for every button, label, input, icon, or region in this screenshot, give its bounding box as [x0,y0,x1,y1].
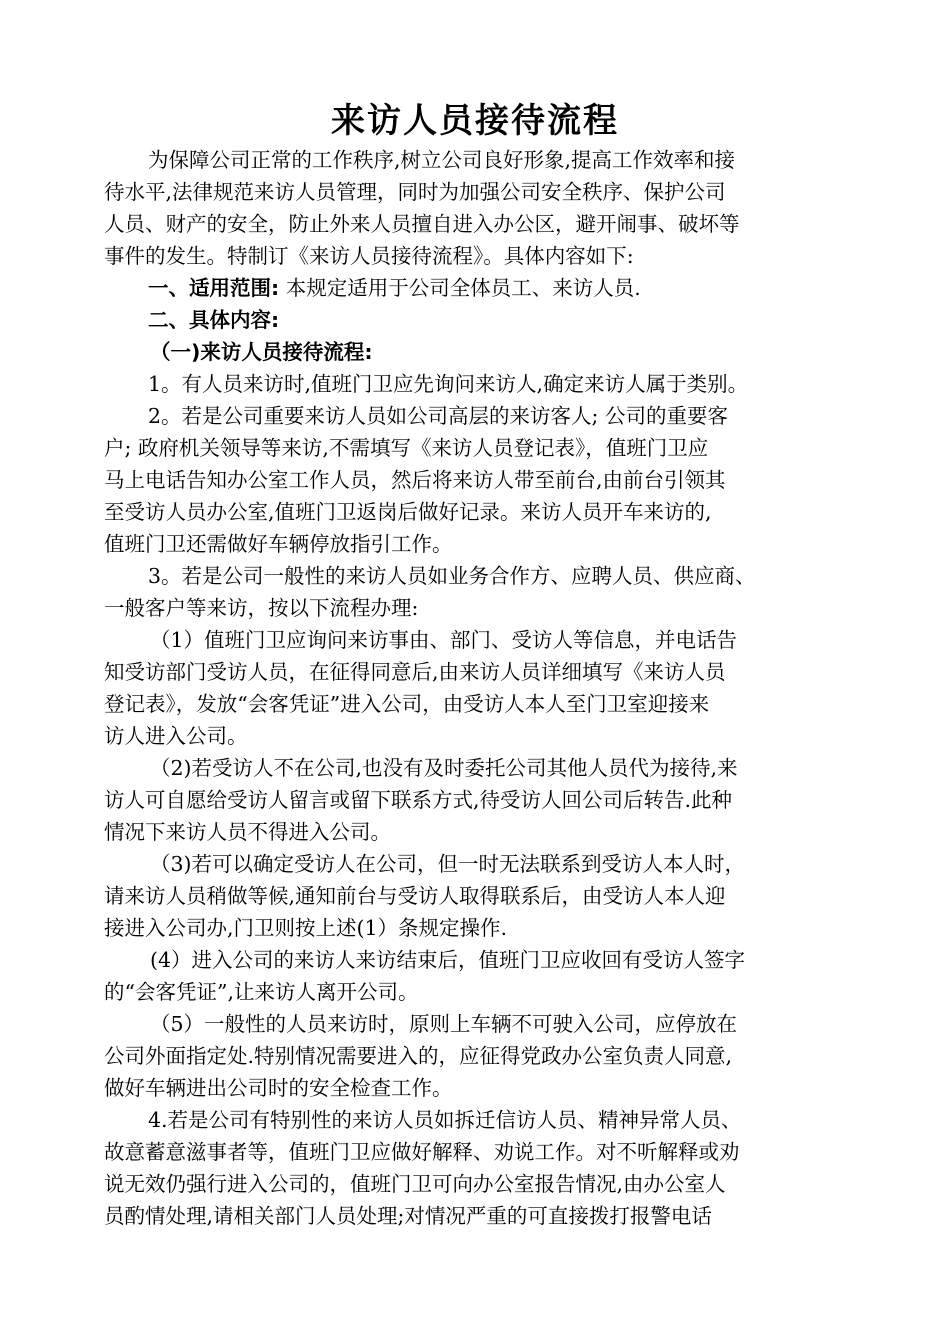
section-2-heading: 二、具体内容: [148,308,280,332]
item-3-line-2: 一般客户等来访，按以下流程办理: [104,596,419,620]
item-4-line-3: 说无效仍强行进入公司的，值班门卫可向办公室报告情况,由办公室人 [104,1172,726,1196]
sub-1-line-1: （1）值班门卫应询问来访事由、部门、受访人等信息，并电话告 [150,628,738,652]
item-2-line-5: 值班门卫还需做好车辆停放指引工作。 [104,532,453,556]
subsection-1-heading: （一)来访人员接待流程: [150,340,373,364]
sub-5-line-3: 做好车辆进出公司时的安全检查工作。 [104,1076,453,1100]
item-2-line-1: 2。若是公司重要来访人员如公司高层的来访客人; 公司的重要客 [148,404,728,428]
intro-line-2: 待水平,法律规范来访人员管理，同时为加强公司安全秩序、保护公司 [104,180,726,204]
item-2-line-2: 户; 政府机关领导等来访,不需填写《来访人员登记表》，值班门卫应 [104,436,709,460]
sub-1-line-4: 访人进入公司。 [104,724,248,748]
sub-5-line-2: 公司外面指定处.特别情况需要进入的，应征得党政办公室负责人同意, [104,1044,733,1068]
sub-3-line-3: 接进入公司办,门卫则按上述(1）条规定操作. [104,916,508,940]
sub-2-line-3: 情况下来访人员不得进入公司。 [104,820,391,844]
item-2-line-4: 至受访人员办公室,值班门卫返岗后做好记录。来访人员开车来访的, [104,500,712,524]
sub-1-line-3: 登记表》，发放“会客凭证”进入公司，由受访人本人至门卫室迎接来 [104,692,710,716]
sub-4-line-1: (4）进入公司的来访人来访结束后，值班门卫应收回有受访人签字 [150,948,746,972]
sub-1-line-2: 知受访部门受访人员，在征得同意后,由来访人员详细填写《来访人员 [104,660,726,684]
section-1 [148,272,641,304]
section-1-text: 本规定适用于公司全体员工、来访人员. [285,276,641,300]
item-1-line-1: 1。有人员来访时,值班门卫应先询问来访人,确定来访人属于类别。 [148,372,749,396]
intro-line-3: 人员、财产的安全，防止外来人员擅自进入办公区，避开闹事、破坏等 [104,212,740,236]
item-3-line-1: 3。若是公司一般性的来访人员如业务合作方、应聘人员、供应商、 [148,564,756,588]
sub-2-line-2: 访人可自愿给受访人留言或留下联系方式,待受访人回公司后转告.此种 [104,788,733,812]
sub-3-line-2: 请来访人员稍做等候,通知前台与受访人取得联系后，由受访人本人迎 [104,884,726,908]
item-2-line-3: 马上电话告知办公室工作人员，然后将来访人带至前台,由前台引领其 [104,468,726,492]
sub-3-line-1: （3)若可以确定受访人在公司，但一时无法联系到受访人本人时， [150,852,746,876]
item-4-line-1: 4.若是公司有特别性的来访人员如拆迁信访人员、精神异常人员、 [148,1108,742,1132]
sub-4-line-2: 的“会客凭证”,让来访人离开公司。 [104,980,419,1004]
sub-2-line-1: （2)若受访人不在公司,也没有及时委托公司其他人员代为接待,来 [150,756,738,780]
section-1-heading: 一、适用范围: [148,276,280,300]
sub-5-line-1: （5）一般性的人员来访时，原则上车辆不可驶入公司，应停放在 [150,1012,738,1036]
intro-line-4: 事件的发生。特制订《来访人员接待流程》。具体内容如下: [104,244,634,268]
item-4-line-2: 故意蓄意滋事者等，值班门卫应做好解释、劝说工作。对不听解释或劝 [104,1140,740,1164]
document-title: 来访人员接待流程 [331,101,619,141]
intro-line-1: 为保障公司正常的工作秩序,树立公司良好形象,提高工作效率和接 [148,148,736,172]
item-4-line-4: 员酌情处理,请相关部门人员处理;对情况严重的可直接拨打报警电话 [104,1204,712,1228]
